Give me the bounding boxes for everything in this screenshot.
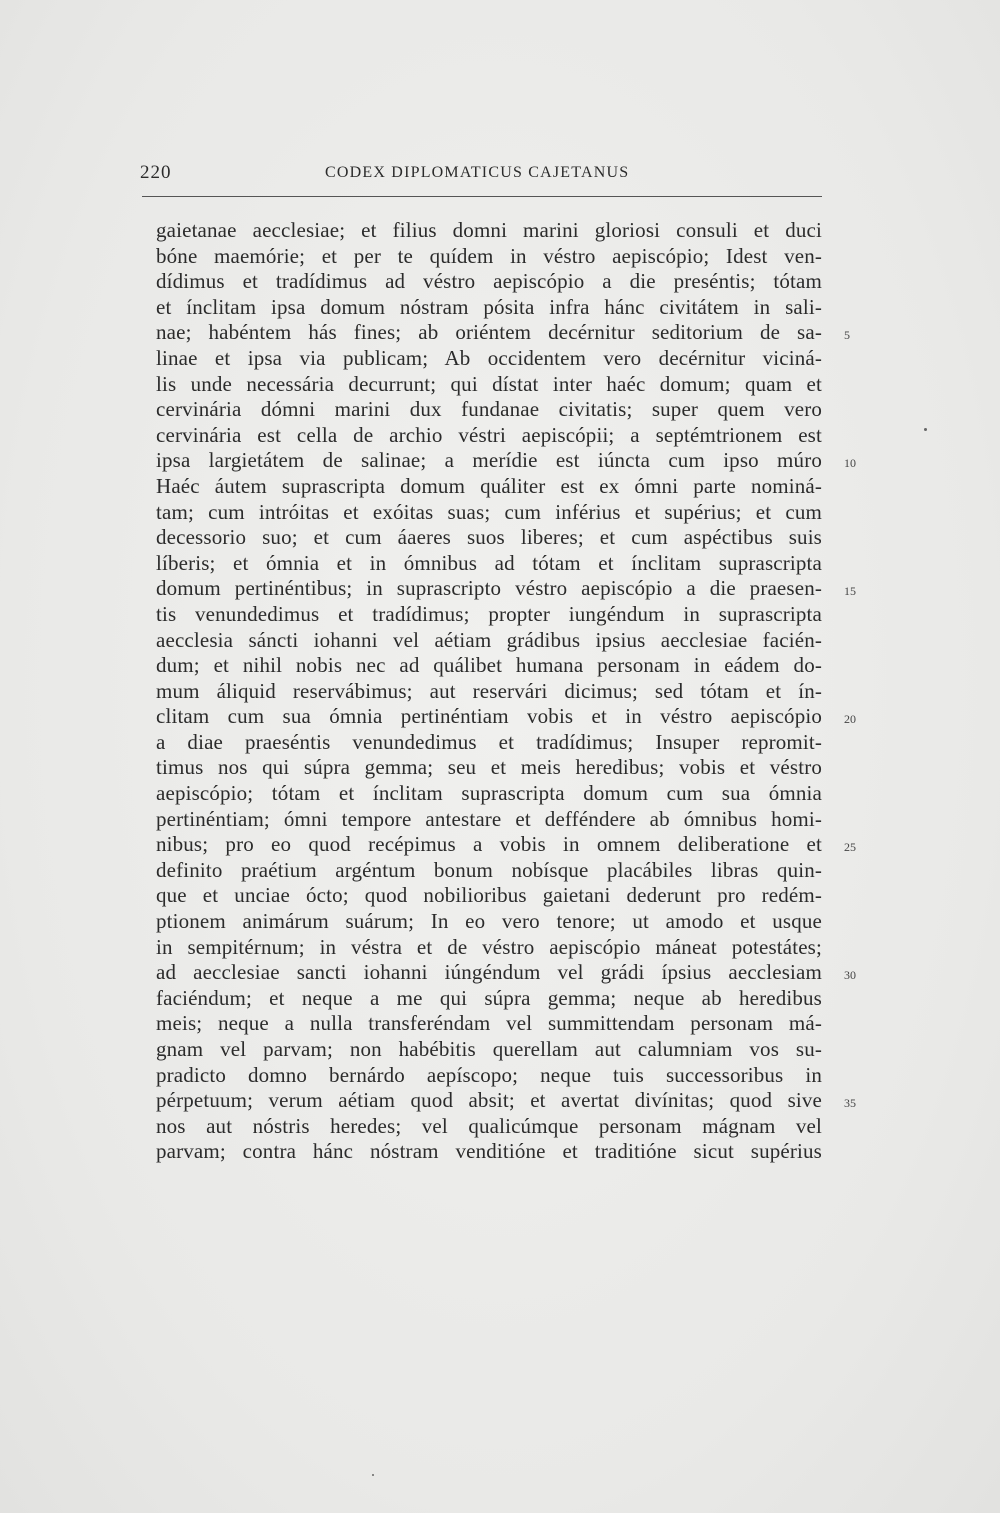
text-line: gaietanae aecclesiae; et filius domni marini gloriosi consuli et duci [156, 218, 822, 242]
text-line: linae et ipsa via publicam; Ab occidentem vero decérnitur viciná- [156, 345, 822, 370]
page-number: 220 [140, 162, 172, 183]
text-line: tam; cum intróitas et exóitas suas; cum inférius et supérius; et cum [156, 499, 822, 524]
text-line: ipsa largietátem de salinae; a merídie est iúncta cum ipso múro [156, 448, 822, 473]
text-line: domum pertinéntibus; in suprascripto véstro aepiscópio a die praesen- [156, 576, 822, 601]
text-line: pradicto domno bernárdo aepíscopo; neque tuis successoribus in [156, 1062, 822, 1087]
text-line: aecclesia sáncti iohanni vel aétiam grádibus ipsius aecclesiae facién- [156, 627, 822, 652]
header-rule [142, 196, 822, 197]
text-line: a diae praeséntis venundedimus et tradídimus; Insuper repromit- [156, 729, 822, 754]
line-number: 25 [844, 840, 856, 855]
text-line: dídimus et tradídimus ad véstro aepiscópio a die preséntis; tótam [156, 269, 822, 294]
text-line: mum áliquid reservábimus; aut reservári dicimus; sed tótam et ín- [156, 678, 822, 703]
line-number: 20 [844, 712, 856, 727]
text-line: lis unde necessária decurrunt; qui dístat inter haéc domum; quam et [156, 371, 822, 396]
text-line: timus nos qui súpra gemma; seu et meis heredibus; vobis et véstro [156, 755, 822, 780]
line-number: 15 [844, 584, 856, 599]
text-line: pertinéntiam; ómni tempore antestare et defféndere ab ómnibus homi- [156, 806, 822, 831]
text-line: cervinária dómni marini dux fundanae civitatis; super quem vero [156, 397, 822, 422]
text-line: meis; neque a nulla transferéndam vel summittendam personam má- [156, 1011, 822, 1036]
text-line: Haéc áutem suprascripta domum quáliter est ex ómni parte nominá- [156, 473, 822, 498]
text-line: in sempitérnum; in véstra et de véstro aepiscópio máneat potestátes; [156, 934, 822, 959]
page-header [140, 162, 822, 188]
text-line: nos aut nóstris heredes; vel qualicúmque personam mágnam vel [156, 1113, 822, 1138]
text-line: faciéndum; et neque a me qui súpra gemma; neque ab heredibus [156, 985, 822, 1010]
text-line: ptionem animárum suárum; In eo vero tenore; ut amodo et usque [156, 909, 822, 934]
line-number: 35 [844, 1096, 856, 1111]
text-line: clitam cum sua ómnia pertinéntiam vobis et in véstro aepiscópio [156, 704, 822, 729]
text-line: definito praétium argéntum bonum nobísque placábiles libras quin- [156, 857, 822, 882]
text-line: tis venundedimus et tradídimus; propter iungéndum in suprascripta [156, 601, 822, 626]
line-number: 10 [844, 456, 856, 471]
text-line: et ínclitam ipsa domum nóstram pósita infra hánc civitátem in sali- [156, 294, 822, 319]
text-line: gnam vel parvam; non habébitis querellam aut calumniam vos su- [156, 1037, 822, 1061]
line-number: 5 [844, 328, 850, 343]
paper-speck [924, 428, 927, 431]
text-line: decessorio suo; et cum áaeres suos liberes; et cum aspéctibus suis [156, 525, 822, 550]
body-text [156, 218, 822, 1165]
running-head: CODEX DIPLOMATICUS CAJETANUS [325, 164, 630, 181]
text-line: bóne maemórie; et per te quídem in véstro aepiscópio; Idest ven- [156, 243, 822, 268]
text-line: aepiscópio; tótam et ínclitam suprascripta domum cum sua ómnia [156, 781, 822, 806]
text-line: dum; et nihil nobis nec ad quálibet humana personam in eádem do- [156, 653, 822, 678]
text-line: líberis; et ómnia et in ómnibus ad tótam et ínclitam suprascripta [156, 550, 822, 575]
text-line: parvam; contra hánc nóstram venditióne et traditióne sicut supérius [156, 1139, 822, 1164]
text-line: cervinária est cella de archio véstri aepiscópii; a septémtrionem est [156, 422, 822, 447]
text-line: nibus; pro eo quod recépimus a vobis in omnem deliberatione et [156, 832, 822, 857]
text-line: pérpetuum; verum aétiam quod absit; et avertat divínitas; quod sive [156, 1088, 822, 1113]
text-line: que et unciae ócto; quod nobilioribus gaietani dederunt pro redém- [156, 883, 822, 908]
text-line: nae; habéntem hás fines; ab oriéntem decérnitur seditorium de sa- [156, 320, 822, 345]
paper-speck [372, 1474, 374, 1476]
line-number: 30 [844, 968, 856, 983]
text-line: ad aecclesiae sancti iohanni iúngéndum vel grádi ípsius aecclesiam [156, 960, 822, 985]
